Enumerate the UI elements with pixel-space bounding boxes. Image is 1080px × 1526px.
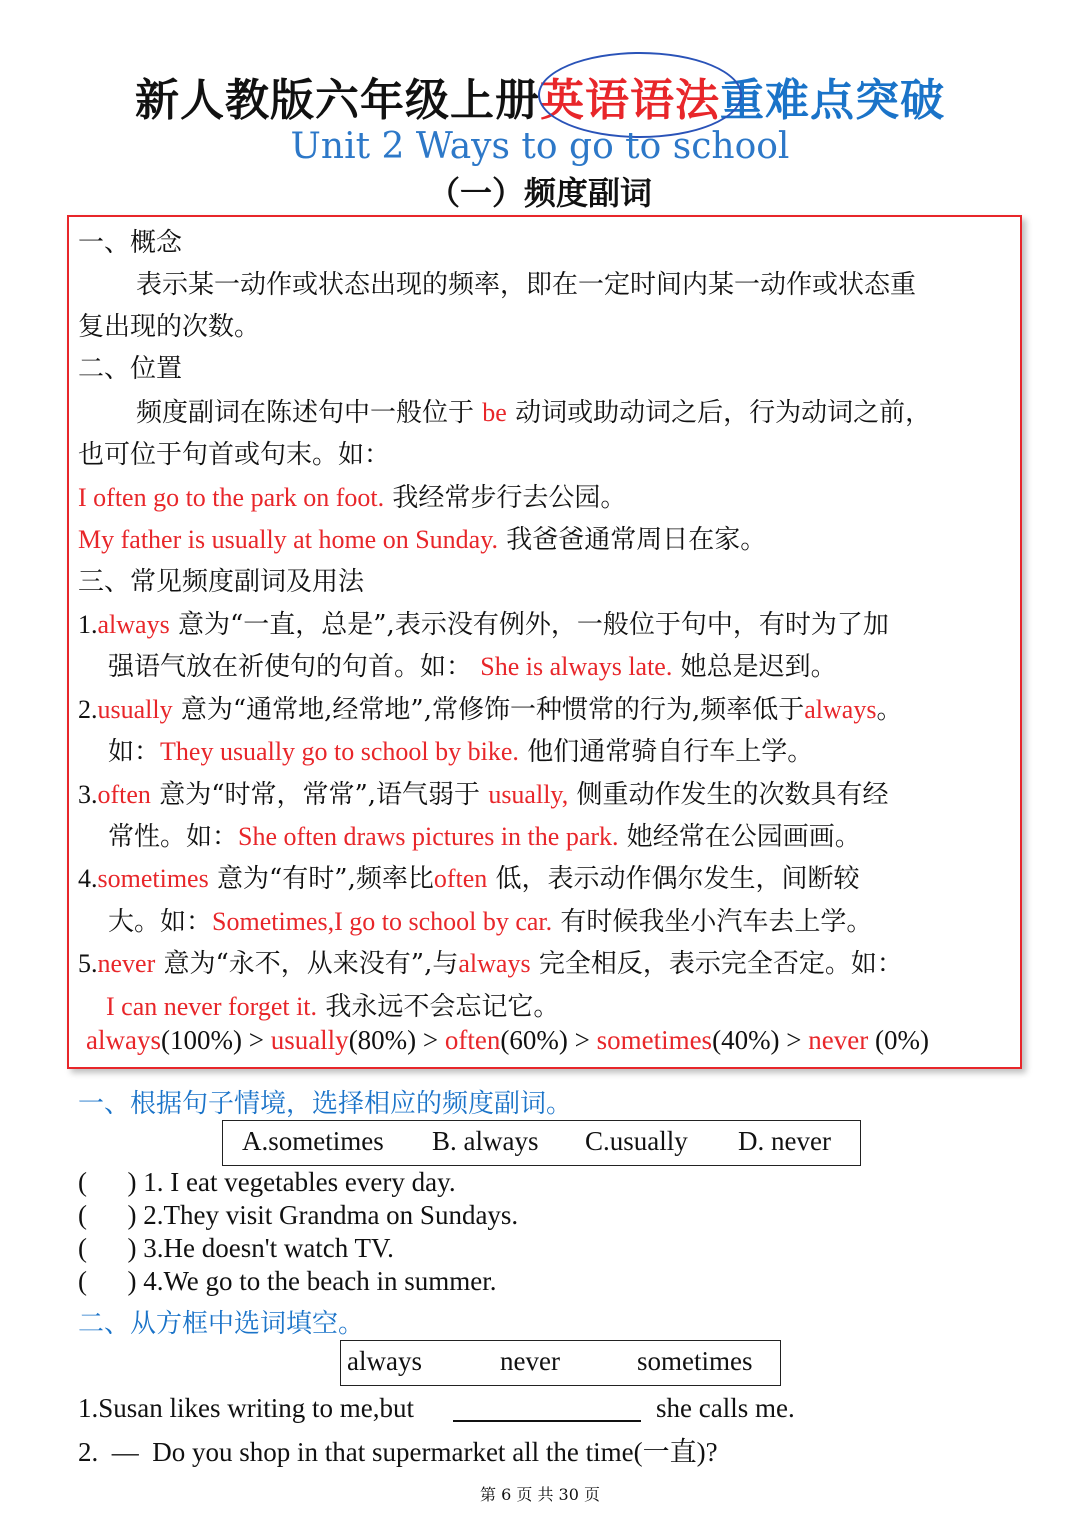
answer-blank[interactable] (453, 1420, 641, 1422)
usage-item-often-2: 常性。如：She often draws pictures in the park. 她经常在公园画画。 (108, 822, 861, 852)
question-3: ( ) 3.He doesn't watch TV. (78, 1233, 394, 1263)
section-heading: （一）频度副词 (427, 174, 652, 212)
usage-heading: 三、常见频度副词及用法 (78, 567, 365, 597)
usage-item-always: 1.always 意为“一直，总是”,表示没有例外，一般位于句中，有时为了加 (78, 610, 889, 640)
word-never: never (500, 1346, 560, 1376)
example-2: My father is usually at home on Sunday. 我爸爸通常周日在家。 (78, 525, 767, 555)
title-part-3: 重难点突破 (720, 75, 945, 126)
frequency-scale: always(100%) > usually(80%) > often(60%) > sometimes(40%) > never (0%) (86, 1025, 929, 1055)
position-heading: 二、位置 (78, 354, 183, 384)
concept-text-1: 表示某一动作或状态出现的频率，即在一定时间内某一动作或状态重 (136, 270, 917, 300)
usage-item-sometimes: 4.sometimes 意为“有时”,频率比often 低，表示动作偶尔发生，间断较 (78, 864, 860, 894)
title-highlight: 英语语法 (540, 75, 720, 126)
word-sometimes: sometimes (637, 1346, 753, 1376)
usage-item-often: 3.often 意为“时常，常常”,语气弱于 usually, 侧重动作发生的次数具有经 (78, 780, 889, 810)
option-c: C.usually (585, 1126, 688, 1156)
fill-question-2: 2. — Do you shop in that supermarket all the time(一直)? (78, 1437, 718, 1467)
usage-item-never-2: I can never forget it. 我永远不会忘记它。 (106, 992, 560, 1022)
position-text-2: 也可位于句首或句末。如： (78, 440, 391, 470)
exercise-1-heading: 一、根据句子情境，选择相应的频度副词。 (78, 1089, 573, 1119)
concept-heading: 一、概念 (78, 228, 183, 258)
exercise-2-heading: 二、从方框中选词填空。 (78, 1309, 365, 1339)
position-text-1: 频度副词在陈述句中一般位于 be 动词或助动词之后，行为动词之前， (136, 398, 932, 428)
example-1: I often go to the park on foot. 我经常步行去公园。 (78, 483, 627, 513)
usage-item-sometimes-2: 大。如：Sometimes,I go to school by car. 有时候我坐小汽车去上学。 (108, 907, 873, 937)
title-part-1: 新人教版六年级上册 (135, 75, 540, 126)
concept-text-2: 复出现的次数。 (78, 312, 261, 342)
unit-title: Unit 2 Ways to go to school (290, 126, 790, 167)
usage-item-always-2: 强语气放在祈使句的句首。如： She is always late. 她总是迟到。 (108, 652, 837, 682)
option-d: D. never (738, 1126, 831, 1156)
usage-item-usually: 2.usually 意为“通常地,经常地”,常修饰一种惯常的行为,频率低于always。 (78, 695, 903, 725)
grammar-box (67, 215, 1022, 1069)
usage-item-usually-2: 如：They usually go to school by bike. 他们通常骑自行车上学。 (108, 737, 814, 767)
fill-question-1: 1.Susan likes writing to me,but (78, 1393, 414, 1423)
page-number: 第 6 页 共 30 页 (480, 1485, 600, 1504)
fill-question-1-end: she calls me. (656, 1393, 795, 1423)
option-b: B. always (432, 1126, 539, 1156)
option-a: A.sometimes (242, 1126, 384, 1156)
question-4: ( ) 4.We go to the beach in summer. (78, 1266, 497, 1296)
word-always: always (347, 1346, 422, 1376)
usage-item-never: 5.never 意为“永不，从来没有”,与always 完全相反，表示完全否定。如： (78, 949, 903, 979)
question-1: ( ) 1. I eat vegetables every day. (78, 1167, 456, 1197)
question-2: ( ) 2.They visit Grandma on Sundays. (78, 1200, 519, 1230)
